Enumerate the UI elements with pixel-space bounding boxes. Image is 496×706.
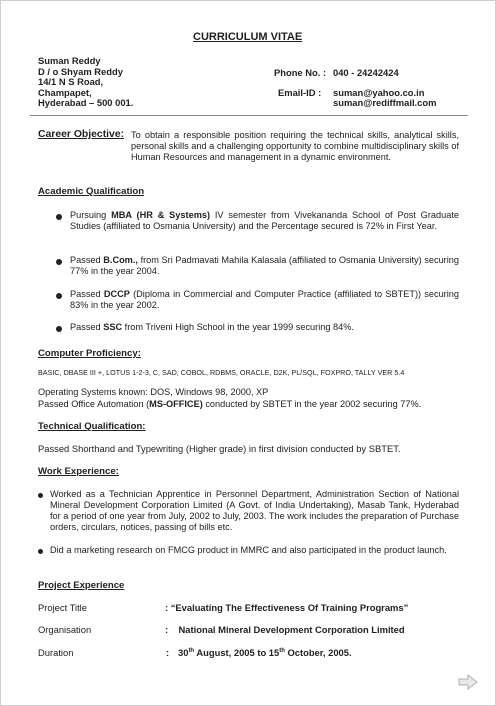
office-text: Passed Office Automation ( [38, 399, 150, 409]
arrow-right-icon[interactable] [458, 674, 478, 690]
address-name: Suman Reddy [38, 55, 101, 66]
bullet-icon [38, 549, 43, 554]
academic-item [70, 289, 459, 311]
academic-item-degree: DCCP [103, 289, 130, 299]
bullet-icon [56, 293, 62, 299]
phone-label: Phone No. : [274, 67, 327, 78]
duration-part: October, 2005. [284, 647, 352, 658]
technical-heading: Technical Qualification: [38, 421, 146, 432]
academic-item [70, 255, 459, 277]
academic-item-text: Passed [70, 289, 104, 299]
academic-heading: Academic Qualification [38, 186, 145, 197]
address-line: Champapet, [38, 86, 92, 98]
computer-skills: BASIC, DBASE III +, LOTUS 1-2-3, C, SAD, COBOL, RDBMS, ORACLE, D2K, PL/SQL, FOXPRO, TALLY VER 5.4 [38, 368, 405, 377]
email-label: Email-ID : [278, 87, 322, 98]
operating-systems: Operating Systems known: DOS, Windows 98, 2000, XP [38, 387, 269, 397]
divider [30, 115, 468, 116]
ordinal-suffix: th [188, 647, 195, 654]
academic-item-text: from Triveni High School in the year 1999 securing 84%. [122, 322, 354, 332]
technical-text: Passed Shorthand and Typewriting (Higher grade) in first division conducted by SBTET. [38, 443, 401, 454]
academic-item [70, 210, 459, 232]
career-objective-heading: Career Objective: [38, 129, 125, 140]
project-heading: Project Experience [38, 580, 125, 591]
duration-label: Duration [38, 647, 74, 658]
project-title-label: Project Title [38, 602, 87, 613]
duration-colon: : [166, 647, 170, 658]
academic-item-text: IV semester from Vivekananda School of Post Graduate Studies (affiliated to Osmania University) and the Percentage secured is 72% in First Year. [70, 210, 459, 231]
office-automation [38, 399, 421, 409]
organisation-label: Organisation [38, 624, 92, 635]
office-text: conducted by SBTET in the year 2002 securing 77%. [202, 399, 422, 409]
bullet-icon [56, 326, 62, 332]
project-title-value: : “Evaluating The Effectiveness Of Training Programs” [165, 602, 409, 613]
work-heading: Work Experience: [38, 466, 119, 477]
academic-item-degree: B.Com., [103, 255, 138, 265]
work-item: Did a marketing research on FMCG product in MMRC and also participated in the product launch. [50, 545, 447, 555]
address-block [38, 56, 133, 109]
address-line: D / o Shyam Reddy [38, 65, 123, 77]
ordinal-suffix: th [279, 647, 285, 654]
bullet-icon [38, 493, 43, 498]
email-value[interactable]: suman@rediffmail.com [333, 97, 437, 108]
academic-item-text: (Diploma in Commercial and Computer Practice (affiliated to SBTET)) securing 83% in the year 2002. [70, 289, 459, 310]
email-value[interactable]: suman@yahoo.co.in [333, 87, 425, 98]
address-line: Hyderabad – 500 001. [38, 97, 134, 108]
address-line: 14/1 N S Road, [38, 76, 104, 87]
academic-item-degree: MBA (HR & Systems) [111, 210, 211, 220]
bullet-icon [56, 259, 62, 265]
academic-item [70, 322, 459, 333]
academic-item-degree: SSC [103, 322, 123, 332]
duration-part: 30 [178, 647, 189, 658]
organisation-value: : National Mineral Development Corporation Limited [165, 624, 405, 635]
computer-heading: Computer Proficiency: [38, 348, 141, 359]
academic-item-text: Pursuing [70, 210, 112, 220]
academic-item-text: Passed [70, 322, 104, 332]
work-item: Worked as a Technician Apprentice in Personnel Department, Administration Section of National Mineral Development Corporation Limited (A Govt. of India Undertaking), Masab Tank, Hyderabad for a period of one year from July, 2002 to July, 2003. The work includes the preparation of Purchase orders, circulars, notices, passing of bills etc. [50, 489, 459, 532]
office-bold: MS-OFFICE) [149, 399, 203, 409]
duration-part: August, 2005 to 15 [194, 647, 280, 658]
phone-value: 040 - 24242424 [333, 67, 399, 78]
page-title: CURRICULUM VITAE [193, 31, 303, 43]
duration-value [178, 647, 352, 658]
bullet-icon [56, 214, 62, 220]
academic-item-text: from Sri Padmavati Mahila Kalasala (affiliated to Osmania University) securing 77% in the year 2004. [70, 255, 459, 276]
career-objective-text: To obtain a responsible position requiring the technical skills, analytical skills, personal skills and a challenging opportunity to combine multidisciplinary skills of Human Resources and management in a dynamic environment. [131, 130, 459, 162]
academic-item-text: Passed [70, 255, 104, 265]
